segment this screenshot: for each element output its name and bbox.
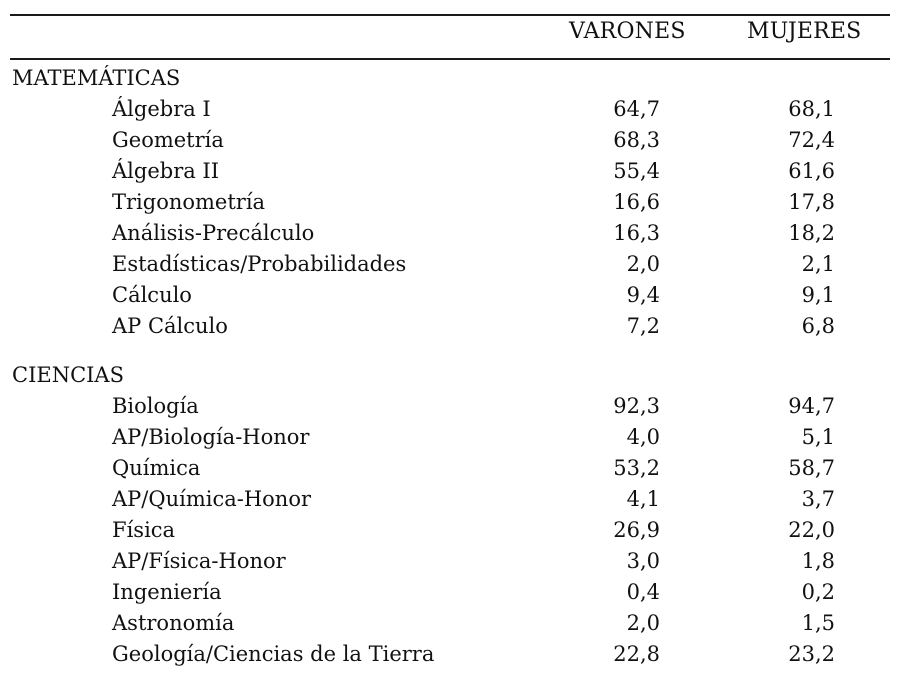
value-mujeres: 68,1 xyxy=(788,97,835,121)
section-title-ciencias: CIENCIAS xyxy=(12,363,124,387)
table-row xyxy=(0,221,915,252)
table-row xyxy=(0,283,915,314)
header-rule xyxy=(10,58,890,60)
value-varones: 64,7 xyxy=(613,97,660,121)
row-label: Física xyxy=(112,518,176,542)
value-mujeres: 94,7 xyxy=(788,394,835,418)
table-row xyxy=(0,97,915,128)
table-row xyxy=(0,518,915,549)
value-mujeres: 6,8 xyxy=(801,314,835,338)
value-varones: 9,4 xyxy=(626,283,660,307)
row-label: Geología/Ciencias de la Tierra xyxy=(112,642,435,666)
value-varones: 22,8 xyxy=(613,642,660,666)
value-varones: 3,0 xyxy=(626,549,660,573)
value-mujeres: 22,0 xyxy=(788,518,835,542)
value-mujeres: 5,1 xyxy=(801,425,835,449)
value-varones: 16,3 xyxy=(613,221,660,245)
row-label: Álgebra II xyxy=(112,159,220,183)
table-row xyxy=(0,642,915,673)
value-mujeres: 1,5 xyxy=(801,611,835,635)
value-mujeres: 3,7 xyxy=(801,487,835,511)
row-label: Trigonometría xyxy=(112,190,266,214)
row-label: Biología xyxy=(112,394,199,418)
value-mujeres: 18,2 xyxy=(788,221,835,245)
table-row xyxy=(0,190,915,221)
value-mujeres: 1,8 xyxy=(801,549,835,573)
row-label: Estadísticas/Probabilidades xyxy=(112,252,407,276)
value-varones: 55,4 xyxy=(613,159,660,183)
table-row xyxy=(0,252,915,283)
value-varones: 26,9 xyxy=(613,518,660,542)
table-row xyxy=(0,425,915,456)
value-varones: 68,3 xyxy=(613,128,660,152)
table-row xyxy=(0,580,915,611)
row-label: Ingeniería xyxy=(112,580,222,604)
table-row xyxy=(0,314,915,345)
value-mujeres: 0,2 xyxy=(801,580,835,604)
table-row xyxy=(0,549,915,580)
table-row xyxy=(0,128,915,159)
top-rule xyxy=(10,14,890,16)
table-row xyxy=(0,394,915,425)
value-varones: 4,0 xyxy=(626,425,660,449)
row-label: Análisis-Precálculo xyxy=(112,221,315,245)
row-label: Geometría xyxy=(112,128,224,152)
value-mujeres: 2,1 xyxy=(801,252,835,276)
value-varones: 2,0 xyxy=(626,252,660,276)
table-row xyxy=(0,159,915,190)
value-mujeres: 9,1 xyxy=(801,283,835,307)
column-header-mujeres: MUJERES xyxy=(747,19,862,44)
table-row xyxy=(0,611,915,642)
value-varones: 53,2 xyxy=(613,456,660,480)
value-varones: 7,2 xyxy=(626,314,660,338)
value-varones: 16,6 xyxy=(613,190,660,214)
value-mujeres: 23,2 xyxy=(788,642,835,666)
section-title-matematicas: MATEMÁTICAS xyxy=(12,66,181,90)
row-label: AP/Física-Honor xyxy=(112,549,286,573)
column-header-varones: VARONES xyxy=(569,19,686,44)
table-row xyxy=(0,487,915,518)
row-label: Química xyxy=(112,456,201,480)
value-varones: 0,4 xyxy=(626,580,660,604)
value-varones: 92,3 xyxy=(613,394,660,418)
row-label: Astronomía xyxy=(112,611,235,635)
row-label: AP/Química-Honor xyxy=(112,487,311,511)
row-label: Cálculo xyxy=(112,283,192,307)
row-label: AP/Biología-Honor xyxy=(112,425,310,449)
value-mujeres: 17,8 xyxy=(788,190,835,214)
table-row xyxy=(0,456,915,487)
value-varones: 2,0 xyxy=(626,611,660,635)
value-mujeres: 58,7 xyxy=(788,456,835,480)
value-mujeres: 72,4 xyxy=(788,128,835,152)
row-label: AP Cálculo xyxy=(112,314,228,338)
value-mujeres: 61,6 xyxy=(788,159,835,183)
value-varones: 4,1 xyxy=(626,487,660,511)
row-label: Álgebra I xyxy=(112,97,211,121)
